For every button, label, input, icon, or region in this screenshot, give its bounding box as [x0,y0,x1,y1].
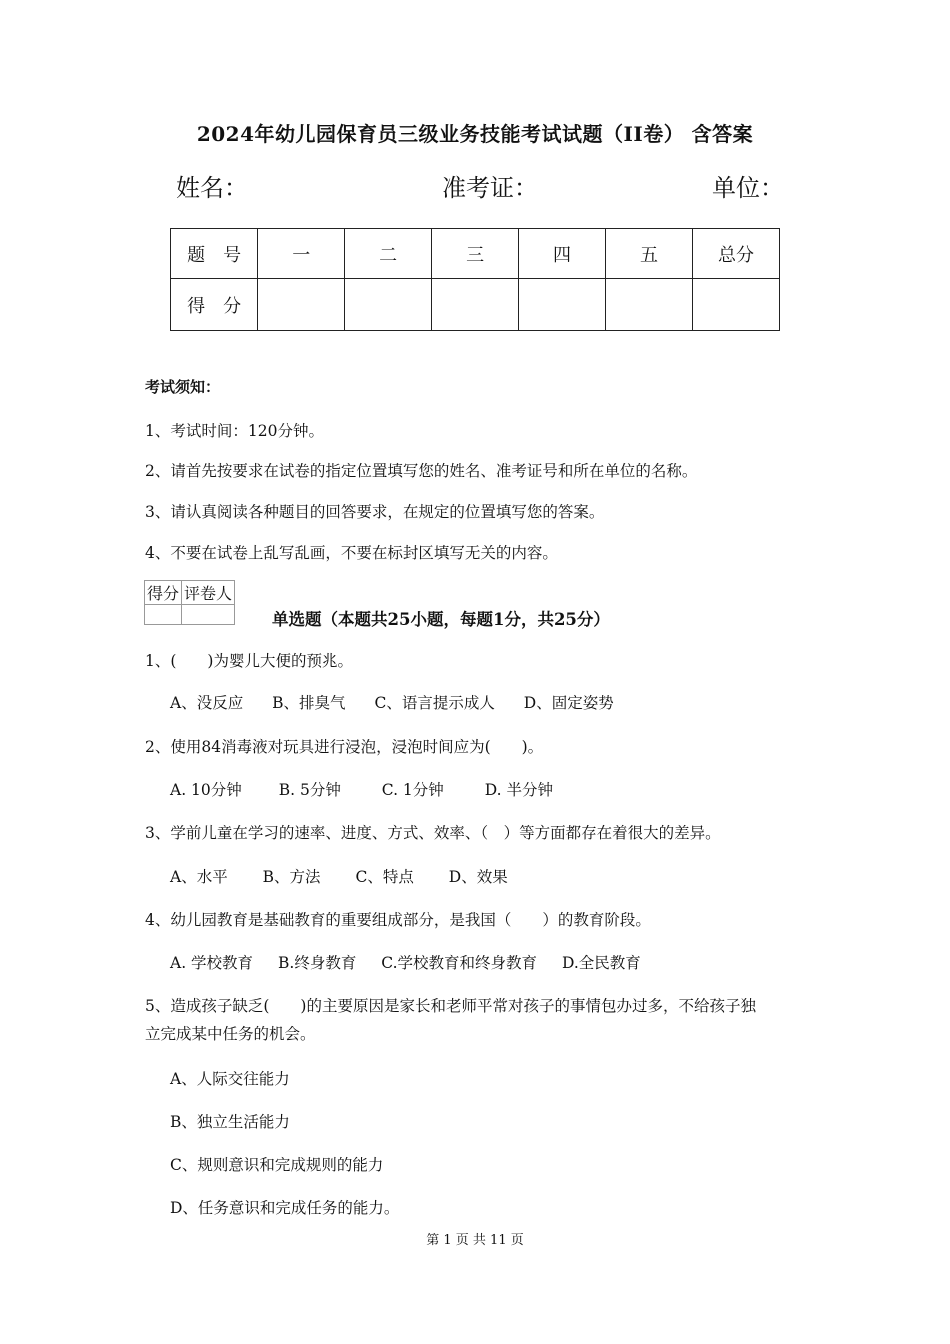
grader-box [144,580,235,625]
section-title: 单选题（本题共25小题，每题1分，共25分） [272,610,610,629]
score-header-cell: 二 [345,229,432,279]
notice-title: 考试须知： [145,378,221,396]
option: B.终身教育 [278,954,357,972]
score-table [170,228,780,331]
score-row-label: 得 分 [171,279,258,331]
option: C、规则意识和完成规则的能力 [170,1156,384,1174]
option: A. 10分钟 [170,781,242,799]
page-footer: 第 1 页 共 11 页 [426,1233,524,1248]
notice-item: 2、请首先按要求在试卷的指定位置填写您的姓名、准考证号和所在单位的名称。 [145,462,698,480]
option: D、任务意识和完成任务的能力。 [170,1199,400,1217]
option: B、独立生活能力 [170,1113,290,1131]
question-options [170,778,553,800]
notice-item: 1、考试时间：120分钟。 [145,422,324,440]
notice-item: 4、不要在试卷上乱写乱画，不要在标封区填写无关的内容。 [145,544,558,562]
option: D、固定姿势 [523,694,614,712]
score-header-cell: 一 [258,229,345,279]
option: B. 5分钟 [278,781,341,799]
option: C. 1分钟 [381,781,444,799]
score-cell [258,279,345,331]
score-cell [692,279,779,331]
question-options [170,951,641,973]
score-header-cell: 题 号 [171,229,258,279]
option: A. 学校教育 [170,954,254,972]
score-header-cell: 总分 [692,229,779,279]
option: A、人际交往能力 [170,1070,290,1088]
score-header-cell: 四 [519,229,606,279]
option: C、语言提示成人 [374,694,495,712]
grader-score-cell [145,605,182,625]
grader-score-label: 得分 [145,581,182,605]
grader-reviewer-label: 评卷人 [182,581,235,605]
score-table-header-row [171,229,780,279]
question-stem: 1、( )为婴儿大便的预兆。 [145,652,353,670]
unit-label: 单位： [712,174,784,202]
score-cell [432,279,519,331]
name-label: 姓名： [176,174,248,202]
question-stem: 5、造成孩子缺乏( )的主要原因是家长和老师平常对孩子的事情包办过多，不给孩子独 [145,997,756,1015]
question-options [170,691,614,713]
notice-item: 3、请认真阅读各种题目的回答要求，在规定的位置填写您的答案。 [145,503,605,521]
score-table-score-row [171,279,780,331]
exam-id-label: 准考证： [442,174,538,202]
option: C、特点 [355,868,414,886]
score-header-cell: 三 [432,229,519,279]
option: B、排臭气 [272,694,346,712]
question-options [170,865,508,887]
score-cell [519,279,606,331]
option: B、方法 [262,868,321,886]
option: D. 半分钟 [484,781,553,799]
question-stem: 2、使用84消毒液对玩具进行浸泡，浸泡时间应为( )。 [145,738,544,756]
score-cell [606,279,693,331]
score-header-cell: 五 [606,229,693,279]
grader-reviewer-cell [182,605,235,625]
score-cell [345,279,432,331]
option: D、效果 [448,868,508,886]
option: D.全民教育 [561,954,641,972]
page-title: 2024年幼儿园保育员三级业务技能考试试题（II卷） 含答案 [196,122,754,146]
question-stem-continued: 立完成某中任务的机会。 [145,1025,316,1043]
question-stem: 3、学前儿童在学习的速率、进度、方式、效率、（ ）等方面都存在着很大的差异。 [145,824,721,842]
question-stem: 4、幼儿园教育是基础教育的重要组成部分，是我国（ ）的教育阶段。 [145,911,651,929]
option: A、水平 [170,868,228,886]
option: C.学校教育和终身教育 [381,954,538,972]
option: A、没反应 [170,694,244,712]
